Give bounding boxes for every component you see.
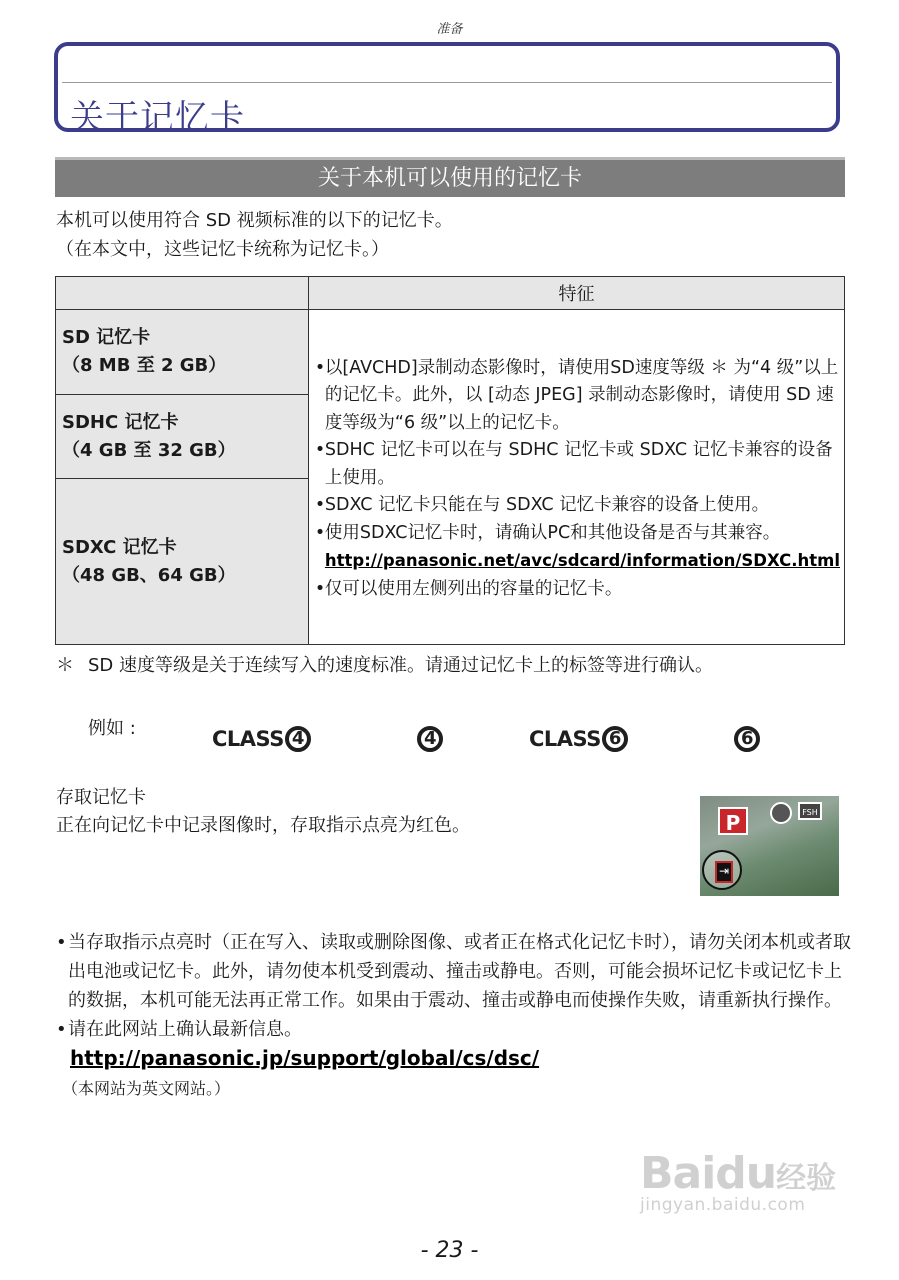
title-divider (62, 82, 832, 83)
footnote (56, 652, 826, 679)
card-name: SD 记忆卡 (62, 327, 151, 348)
card-name: SDXC 记忆卡 (62, 536, 177, 558)
card-type-cell (56, 479, 309, 645)
class6-logo: CLASS 6 (529, 726, 628, 752)
feature-item: • 使用SDXC记忆卡时，请确认PC和其他设备是否与其兼容。 (314, 522, 781, 543)
title-box (54, 42, 840, 138)
section-label: 准备 (436, 22, 463, 37)
note-item: • 当存取指示点亮时（正在写入、读取或删除图像、或者正在格式化记忆卡时），请勿关闭本机或者取出电池或记忆卡。此外，请勿使本机受到震动、撞击或静电。否则，可能会损坏记忆卡或记忆卡上的数据，本机可能无法再正常工作。如果由于震动、撞击或静电而使操作失败，请重新执行操作。 (56, 932, 851, 1011)
access-text: 正在向记忆卡中记录图像时，存取指示点亮为红色。 (56, 815, 470, 836)
support-link[interactable]: http://panasonic.jp/support/global/cs/dsc/ (70, 1046, 540, 1070)
card-type-cell (56, 395, 309, 479)
class-number-icon: 6 (734, 726, 760, 752)
card-name: SDHC 记忆卡 (62, 411, 179, 433)
card-table (55, 276, 845, 645)
card-range: （48 GB、64 GB） (62, 564, 236, 586)
quality-icon: FSH (798, 802, 822, 820)
access-section (56, 784, 470, 840)
asterisk-mark: ＊ (56, 655, 74, 676)
class4-logo: CLASS 4 (212, 726, 311, 752)
class-number-icon: 4 (417, 726, 443, 752)
card-type-cell (56, 310, 309, 395)
footnote-text: SD 速度等级是关于连续写入的速度标准。请通过记忆卡上的标签等进行确认。 (88, 655, 714, 676)
intro-line: （在本文中，这些记忆卡统称为记忆卡。） (56, 239, 389, 260)
class4-symbol-logo (416, 726, 443, 752)
example-label: 例如 : (88, 718, 136, 739)
notes-list (56, 928, 856, 1103)
page-number: - 23 - (420, 1238, 479, 1263)
watermark-cn: 经验 (776, 1161, 837, 1196)
watermark-url: jingyan.baidu.com (640, 1195, 806, 1215)
baidu-watermark (640, 1148, 836, 1215)
feature-item: • SDHC 记忆卡可以在与 SDHC 记忆卡或 SDXC 记忆卡兼容的设备上使用。 (314, 440, 833, 488)
feature-item: • 以[AVCHD]录制动态影像时，请使用SD速度等级 ＊ 为“4 级”以上的记忆卡。此外，以 [动态 JPEG] 录制动态影像时，请使用 SD 速度等级为“6 级”以上的记忆卡。 (314, 357, 839, 433)
watermark-brand: Baidu (640, 1148, 777, 1199)
sdxc-info-link[interactable]: http://panasonic.net/avc/sdcard/information/SDXC.html (324, 551, 840, 571)
camera-screen-image (700, 796, 839, 896)
table-header-blank (56, 277, 309, 310)
card-range: （4 GB 至 32 GB） (62, 439, 236, 461)
class6-symbol-logo (733, 726, 760, 752)
feature-cell (308, 310, 844, 645)
page-title: 关于记忆卡 (70, 98, 245, 138)
feature-item: • 仅可以使用左侧列出的容量的记忆卡。 (314, 578, 623, 599)
section-heading: 关于本机可以使用的记忆卡 (55, 157, 845, 197)
feature-item: • SDXC 记忆卡只能在与 SDXC 记忆卡兼容的设备上使用。 (314, 495, 770, 516)
class-number-icon: 4 (285, 726, 311, 752)
table-header-feature: 特征 (308, 277, 844, 310)
access-indicator-icon: ⇥ (702, 850, 742, 890)
note-item: • 请在此网站上确认最新信息。 (56, 1019, 302, 1040)
intro-text (56, 206, 453, 264)
site-note: （本网站为英文网站。） (62, 1079, 231, 1098)
stabilizer-icon (770, 802, 792, 824)
access-heading: 存取记忆卡 (56, 787, 146, 808)
program-mode-icon: P (718, 807, 748, 835)
card-range: （8 MB 至 2 GB） (62, 355, 227, 376)
class-number-icon: 6 (602, 726, 628, 752)
intro-line: 本机可以使用符合 SD 视频标准的以下的记忆卡。 (56, 210, 453, 231)
